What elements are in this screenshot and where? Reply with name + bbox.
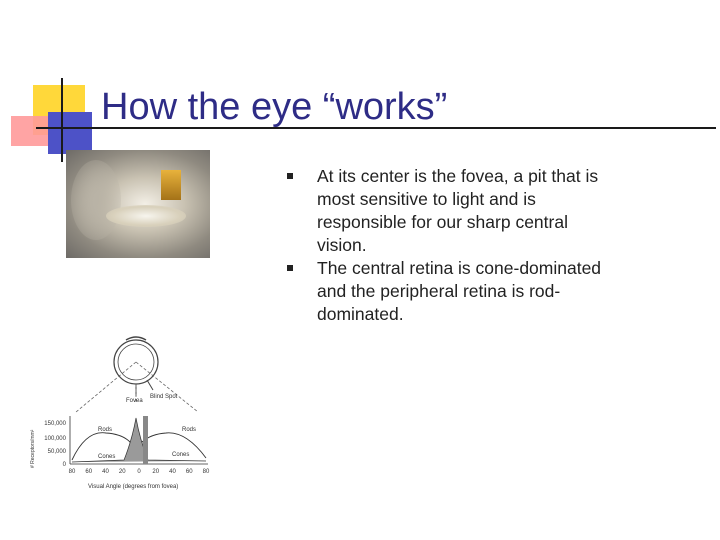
- blurred-vision-photo: [66, 150, 210, 258]
- bullet-list: [306, 165, 606, 326]
- x-tick-label: 80: [68, 469, 76, 475]
- y-tick-label: 0: [62, 462, 66, 468]
- eye-icon: [114, 337, 158, 396]
- decor-vertical-line: [61, 78, 63, 162]
- x-tick-label: 20: [118, 469, 126, 475]
- y-tick-label: 50,000: [47, 449, 66, 455]
- bullet-square-icon: [287, 173, 293, 179]
- bullet-text: The central retina is cone-dominated and the peripheral retina is rod-dominated.: [317, 258, 602, 324]
- rods-right-label: Rods: [182, 427, 197, 433]
- y-tick-label: 150,000: [44, 421, 66, 427]
- y-axis-label: # Receptors/mm²: [30, 429, 36, 468]
- bullet-square-icon: [287, 265, 293, 271]
- decor-blue-square: [48, 112, 92, 154]
- bullet-item: [306, 165, 606, 257]
- fovea-label: Fovea: [126, 398, 143, 404]
- blind-spot-label: Blind Spot: [150, 394, 178, 400]
- x-axis-label: Visual Angle (degrees from fovea): [88, 484, 179, 490]
- y-tick-label: 100,000: [44, 436, 66, 442]
- y-tick-labels: [44, 421, 66, 468]
- x-tick-label: 20: [152, 469, 160, 475]
- cones-left-label: Cones: [98, 454, 116, 460]
- x-tick-label: 40: [169, 469, 176, 475]
- bullet-item: [306, 257, 606, 326]
- retina-receptor-diagram: [26, 330, 226, 490]
- visual-angle-rays: [76, 362, 198, 412]
- x-tick-label: 60: [85, 469, 93, 475]
- cones-right-label: Cones: [172, 452, 190, 458]
- x-tick-label: 80: [202, 469, 210, 475]
- slide-title: How the eye “works”: [101, 86, 448, 128]
- blind-spot-band: [143, 416, 148, 464]
- rods-left-label: Rods: [98, 427, 113, 433]
- x-tick-label: 0: [137, 469, 141, 475]
- x-tick-labels: [69, 469, 210, 475]
- x-tick-label: 60: [185, 469, 193, 475]
- x-tick-label: 40: [102, 469, 109, 475]
- bullet-text: At its center is the fovea, a pit that is most sensitive to light and is responsible for our sharp central vision.: [317, 166, 599, 255]
